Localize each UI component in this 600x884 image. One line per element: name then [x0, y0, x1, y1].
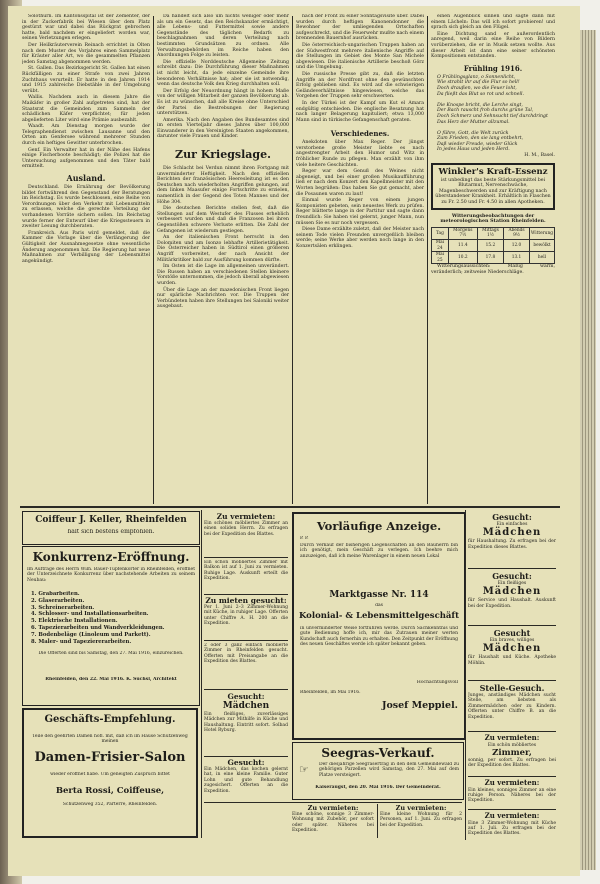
article-paragraph: Amerika. Nach den Angaben des Bundesamtes sind im ersten Vierteljahr dieses Jahres über 100,000 Einwanderer in den Vereinigten Staaten angekommen, darunter viele Frauen und Kinder.	[157, 117, 289, 140]
anzeige-business: Kolonial- & Lebensmittelgeschäft	[298, 611, 460, 621]
advert-title: Zu vermieten:	[307, 804, 359, 812]
article-paragraph: Anekdoten über Max Reger. Der jüngst verstorbene große Meister liebte es nach angestrengter Arbeit den Humor und Witz in fröhlicher Runde zu pflegen. Man erzählt von ihm viele heitere Geschichten.	[296, 140, 424, 168]
keller-title: Coiffeur J. Keller, Rheinfelden	[35, 515, 187, 525]
anzeige-hochachtung: Hochachtungsvoll	[416, 680, 458, 685]
advert-title: Zu vermieten:	[216, 512, 276, 521]
list-item: 2. Glaserarbeiten.	[31, 597, 85, 604]
column-4	[431, 14, 555, 504]
vermieten-advert-r7	[468, 812, 556, 842]
advert-title: Gesucht:	[227, 758, 265, 767]
weather-cell: 11.4	[448, 240, 477, 252]
konkurrenz-signature: Rheinfelden, den 22. Mai 1916. K. Suchsl, Architekt	[45, 677, 177, 682]
vermieten-bottom-left	[292, 804, 374, 840]
column-rule	[427, 16, 428, 504]
advert-text: Ein schön möbliertes	[487, 742, 537, 748]
vorlaeufige-anzeige-advert	[292, 512, 466, 740]
article-paragraph: nach der Front zu einer Sonntagsvisite über. Dabei wurden durch heftigen Kanonendonner die Bewohner der umliegenden Ortschaften aufgeschreckt, und die Feuerwehr mußte nach einem brennenden Bauernhof ausrücken.	[296, 14, 424, 42]
anzeige-description: in unverminderter Weise fortführen werde. Durch Sachkenntnis und gute Bedienung hoffe ich, mir das Zutrauen meiner werten Kundschaft auch fernerhin zu erhalten. Den Zeitpunkt der Eröffnung des neuen Geschäftes werde ich später bekannt geben.	[300, 626, 458, 648]
advert-text: Ein kleines, sonniges Zimmer an eine ruhige Person. Näheres bei der Expedition.	[468, 787, 556, 804]
weather-row	[432, 252, 555, 264]
konkurrenz-advert	[22, 546, 200, 706]
geschaeft-intro: Teile den geehrten Damen höfl. mit, daß ich im Hause Schützenweg meinen	[32, 734, 188, 745]
advert-rule	[204, 756, 288, 757]
seegras-text: Der diesjährige Seegrasertrag in den dem Gemeindewald zu gehörigen Parzellen wird Samstag, den 27. Mai auf dem Platze versteigert.	[319, 762, 459, 778]
article-paragraph: Eine Dichtung sand er außerordentlich anregend, weil darin eine Reihe von Bildern vorüberziehen, die er in Musik setzen wollte. Aus dieser Arbeit ist dann eine seiner schönsten Kompositionen entstanden.	[431, 31, 555, 60]
article-paragraph: Einmal wurde Reger von einem jungen Komponisten gebeten, sein neuestes Werk zu prüfen. Reger blätterte lange in der Partitur und sagte dann freundlich: Sie haben viel gelernt, junger Mann, nun müssen Sie es nur noch vergessen.	[296, 198, 424, 226]
geschaeft-text: wieder eröffnet habe. Um geneigten Zuspruch bittet	[50, 772, 170, 777]
weather-cell: 17.8	[477, 252, 503, 264]
weather-cell: 10.2	[448, 252, 477, 264]
advert-text: Eine schöne, sonnige 3 Zimmer-Wohnung mit Zubehör, per sofort oder später. Näheres bei Expedition.	[292, 812, 374, 834]
advert-rule	[468, 680, 556, 681]
section-heading-verschiedenes: Verschiedenes.	[330, 129, 390, 139]
gesucht-wohnung-advert	[204, 596, 288, 638]
list-item: 5. Elektrische Installationen.	[31, 618, 118, 625]
advert-rule	[204, 594, 288, 595]
advert-highlight: Mädchen	[482, 643, 542, 655]
konkurrenz-text: Im Auftrage des Herrn Wilh. Bauer-Tüpfenkorter in Rheinfelden, eröffnet der Unterzeichnete Konkurrenz über nachstehende Arbeiten zu seinem Neubau:	[27, 567, 195, 583]
article-paragraph: Der Erfolg der Neuordnung hängt in hohem Maße von der willigen Mitarbeit der ganzen Bevölkerung ab. Es ist zu wünschen, daß alle Kreise ohne Unterschied der Partei die Bestrebungen der Regierung unterstützen.	[157, 88, 289, 117]
anzeige-kolonial-prefix: das	[375, 603, 383, 608]
article-paragraph: An der italienischen Front herrscht in den Dolomiten und am Isonzo lebhafte Artillerietätigkeit. Die Österreicher haben in Südtirol einen größeren Angriff vorbereitet, der nach Ansicht der Militärkritiker bald zur Ausführung kommen dürfte.	[157, 235, 289, 263]
weather-title: Witterungsbeobachtungen der meteorologischen Station Rheinfelden.	[440, 212, 546, 225]
vermieten-advert-r6	[468, 779, 556, 807]
weather-cell: 15.2	[477, 240, 503, 252]
article-paragraph: Über die Lage an der mazedonischen Front liegen nur spärliche Nachrichten vor. Die Truppen der Verbündeten haben ihre Stellungen bei Saloniki weiter ausgebaut.	[157, 287, 289, 310]
winkler-advert	[431, 163, 555, 210]
advert-text: Ein schön möbliertes Zimmer mit Balkon ist auf 1. Juni zu vermieten. Ruhige Lage. Auskunft erteilt die Expedition.	[204, 560, 288, 582]
list-item: 1. Grabarbeiten.	[31, 591, 80, 597]
article-paragraph: Im Osten ist die Lage im allgemeinen unverändert. Die Russen haben an verschiedenen Stellen kleinere Vorstöße unternommen, die jedoch überall abgewiesen wurden.	[157, 264, 289, 286]
article-paragraph: Waadt. Am Dienstag morgen wurde der Telegraphendienst zwischen Lausanne und den Orten am Genfersee während mehrerer Stunden durch ein heftiges Gewitter unterbrochen.	[22, 124, 150, 147]
advert-title: Zu vermieten:	[484, 734, 540, 742]
weather-table	[431, 227, 555, 265]
advert-highlight: Mädchen	[222, 701, 270, 711]
weather-header: Mittags 1½	[477, 227, 503, 239]
konkurrenz-list	[31, 591, 195, 645]
advert-text: Ein schönes möbliertes Zimmer an einen soliden Herrn. Zu erfragen bei der Expedition des Blattes.	[204, 521, 288, 537]
article-paragraph: Deutschland. Die Ernährung der Bevölkerung bildet fortwährend den Gegenstand der Beratungen im Reichstag. Es wurde beschlossen, eine Reihe von Verordnungen über den Verkehr mit Lebensmitteln zu erlassen, welche die gerechte Verteilung der vorhandenen Vorräte sichern sollen. Im Reichstag wurde ferner der Entwurf über die Kriegssteuern in zweiter Lesung durchberaten.	[22, 185, 150, 230]
article-paragraph: Die österreichisch-ungarischen Truppen haben an der Südwestfront mehrere italienische Angriffe auf die Stellungen im Gebiet des Monte San Michele abgewiesen. Die italienische Artillerie beschoß Görz und die Umgebung.	[296, 42, 424, 71]
section-heading-ausland: Ausland.	[66, 173, 106, 184]
weather-note: Witterungsaussichten: Mäßig warm, veränderlich; zeitweise Niederschläge.	[431, 264, 555, 275]
list-item: 4. Schlosser- und Installationsarbeiten.	[31, 611, 149, 618]
konkurrenz-footer: Die Offerten sind bis Samstag, den 27. Mai 1916, einzureichen.	[38, 651, 184, 656]
advert-text: Ein Mädchen, das kochen gelernt hat, in eine kleine Familie. Guter Lohn und gute Behandlung zugesichert. Offerten an die Expedition.	[204, 767, 288, 794]
list-item: 8. Maler- und Tapeziererarbeiten.	[31, 638, 132, 645]
seegras-title: Seegras-Verkauf.	[321, 746, 435, 760]
poem-title: Frühling 1916.	[463, 63, 523, 73]
column-rule	[377, 804, 378, 838]
weather-cell: Mai 25	[432, 252, 449, 264]
weather-cell: bewölkt	[529, 240, 554, 252]
weather-cell: 13.1	[504, 252, 530, 264]
advert-subtitle: Ein einfaches	[496, 522, 528, 527]
article-paragraph: Der Heilkräuterverein Reinach errichtet in Olten nach dem Muster des Vorjahres einen Sammelplatz für Kräuter aller Art, wo die gesammelten Pflanzen jeden Samstag abgenommen werden.	[22, 42, 150, 65]
weather-header: Abends 9½	[504, 227, 530, 239]
advert-rule	[468, 809, 556, 810]
weather-cell: hell	[529, 252, 554, 264]
advert-title: Gesucht:	[227, 692, 265, 701]
advert-rule	[204, 640, 288, 641]
article-paragraph: Diese Dame erzählte zuletzt, daß der Meister nach seinem Tode vielen Freunden unvergeßlich bleiben werde; seine Werke aber werden noch lange in den Konzertsälen erklingen.	[296, 227, 424, 249]
column-rule	[292, 16, 293, 504]
geschaeft-address: Schützenweg 352, Parterre, Rheinfelden.	[62, 802, 158, 807]
article-paragraph: Die offizielle Norddeutsche Allgemeine Zeitung schreibt dazu: Die Durchführung dieser Maßnahmen ist nicht leicht, da jede einzelne Gemeinde ihre besonderen Verhältnisse hat; aber sie ist notwendig, wenn das deutsche Volk den Krieg durchhalten soll.	[157, 59, 289, 88]
advert-highlight: Zimmer,	[492, 747, 532, 758]
advert-subtitle: Ein braves, williges	[489, 638, 535, 643]
seegras-advert	[292, 742, 464, 800]
advert-text: Eine 3 Zimmer-Wohnung mit Küche auf 1. Juli. Zu erfragen bei der Expedition des Blattes.	[468, 820, 556, 837]
keller-advert	[22, 511, 200, 545]
vermieten-bottom-right	[380, 804, 462, 840]
newspaper-page	[8, 6, 580, 876]
advert-text: für Haushalt und Küche. Apotheke Möhlin.	[468, 655, 556, 666]
advert-text: Ein fleißiges, zuverlässiges Mädchen zur Mithilfe in Küche und Haushaltung. Eintritt sofort. Solbad Hotel Ryburg.	[204, 712, 288, 734]
weather-header: Morgens 7½	[448, 227, 477, 239]
column-3	[296, 14, 424, 504]
advert-text: für Service und Haushalt. Auskunft bei der Expedition.	[468, 598, 556, 609]
anzeige-place-date: Rheinfelden, im Mai 1916.	[300, 690, 361, 695]
ads-separator	[20, 506, 560, 508]
advert-text: für Haushaltung. Zu erfragen bei der Expedition dieses Blattes.	[468, 539, 556, 550]
geschaeft-advert	[22, 708, 198, 838]
advert-text: 2 oder 3 ganz einfach möblierte Zimmer in Rheinfelden gesucht. Offerten mit Preisangabe an die Expedition des Blattes.	[204, 643, 288, 665]
list-item: 3. Schreinerarbeiten.	[31, 604, 95, 611]
anzeige-pp: P. P.	[300, 536, 309, 541]
advert-title: Zu mieten gesucht:	[205, 596, 287, 605]
anzeige-text: Durch Verkauf der bisherigen Liegenschaften an den Bauherrn bin ich genötigt, mein Geschäft zu verlegen. Ich beehre mich anzuzeigen, daß ich meine Warenlager in einem neuen Lokal	[300, 543, 458, 559]
poem-author: H. M., Basel.	[524, 153, 555, 159]
article-paragraph: Die russische Presse gibt zu, daß die letzten Angriffe an der Nordfront ohne den gewünschten Erfolg geblieben sind. Es wird auf die schwierigen Geländeverhältnisse hingewiesen, welche das Vorgehen der Truppen sehr erschwerten.	[296, 71, 424, 100]
advert-text: sonnig, per sofort. Zu erfragen bei der Expedition des Blattes.	[468, 757, 556, 769]
weather-row	[432, 240, 555, 252]
advert-title: Gesucht:	[492, 571, 532, 581]
article-paragraph: St. Gallen. Das Bezirksgericht St. Gallen hat einen Rückfälligen zu einer Strafe von zwei Jahren Zuchthaus verurteilt. Er hatte in den Jahren 1914 und 1915 zahlreiche Diebstähle in der Umgebung verübt.	[22, 66, 150, 94]
advert-title: Stelle-Gesuch.	[479, 683, 545, 693]
winkler-text: ist unbedingt das beste Stärkungsmittel bei Blutarmut, Nervenschwäche, Magenbeschwerden und zur Kräftigung nach überstandener Krankheit. Erhältlich in Flaschen zu Fr. 2.50 und Fr. 4.50 in allen Apotheken.	[435, 177, 551, 206]
advert-title: Zu vermieten:	[484, 779, 540, 787]
advert-rule	[468, 625, 556, 626]
weather-cell: 12.0	[504, 240, 530, 252]
geschaeft-title: Geschäfts-Empfehlung.	[44, 714, 176, 725]
advert-rule	[468, 776, 556, 777]
advert-rule	[468, 568, 556, 569]
column-rule	[465, 510, 466, 840]
article-paragraph: Wallis. Nachdem auch in diesem Jahre die Maikäfer in großer Zahl aufgetreten sind, hat der Staatsrat die Gemeinden zum Sammeln der schädlichen Käfer verpflichtet; für jeden abgelieferten Liter wird eine Prämie ausbezahlt.	[22, 95, 150, 123]
advert-rule	[204, 557, 288, 558]
article-paragraph: Solothurn. Im Kantonsspital ist der Zementer, der in der Zuckerfabrik bei Wiesen über dem Platz gestürzt war und dabei das Rückgrat gebrochen hatte, bald nachdem er eingeliefert worden war, seinen Verletzungen erlegen.	[22, 14, 150, 42]
column-2	[157, 14, 289, 504]
pointing-hand-icon: ☞	[299, 763, 309, 776]
geschaeft-signature: Berta Rossi, Coiffeuse,	[55, 786, 165, 796]
poem-text: O Frühlingsglanz, o Sonnenlicht, Wie strahlt ihr auf die Flur so hell! Doch draußen, wo die Feuer loht, Da fließt das Blut so rot und schnell. Die Knospe bricht, die Lerche singt, Der Bach rauscht froh durchs grüne Tal, Doch Schmerz und Sehnsucht tief durchdringt Das Herz der Mutter allzumal. O führe, Gott, die Welt zurück Zum Frieden, den sie lang entbehrt, Daß wieder Freude, wieder Glück In jedes Haus und jeden Herd.	[437, 74, 548, 153]
advert-rule	[204, 689, 288, 690]
weather-header: Tag	[432, 227, 449, 239]
gesucht-maedchen-advert	[204, 692, 288, 754]
article-paragraph: Reger war dem Genuß des Weines nicht abgeneigt, und bei einer großen Musikaufführung ließ er nach dem Konzert den Kapellmeister mit den Worten begrüßen: Das haben Sie gut gemacht, aber die Posaunen waren zu laut!	[296, 169, 424, 197]
anzeige-address: Marktgasse Nr. 114	[329, 590, 429, 600]
list-item: 7. Bodenbeläge (Linoleum und Parkett).	[31, 631, 151, 638]
list-item: 6. Tapezierarbeiten und Wandverkleidungen.	[31, 624, 165, 631]
advert-text: Junges, anständiges Mädchen sucht Stelle, am liebsten als Zimmermädchen oder zu Kindern. Offerten unter Chiffre B. an die Expedition.	[468, 693, 556, 720]
article-paragraph: In der Türkei ist der Kampf um Kut el Amara endgültig entschieden. Die englische Besatzung hat nach langer Belagerung kapituliert; etwa 13,000 Mann sind in türkische Gefangenschaft geraten.	[296, 100, 424, 123]
gesucht-maedchen-advert-2	[204, 758, 288, 808]
article-paragraph: einen Augenblick sinnen und sagte dann mit einem Lächeln: Das will ich sofort probieren! und sprach sich gleich an den Flügel.	[431, 14, 555, 31]
advert-title: Zu vermieten:	[395, 804, 447, 812]
gesucht-advert-r1	[468, 512, 556, 566]
vermieten-advert-1	[204, 512, 288, 556]
weather-header: Witterung	[529, 227, 554, 239]
article-paragraph: Da handelt sich also um nichts weniger oder mehr als um ein Gesetz, das den Reichskanzler ermächtigt, alle Lebens- und Futtermittel sowie andere Gegenstände des täglichen Bedarfs zu beschlagnahmen und deren Verteilung nach bestimmten Grundsätzen zu ordnen. Alle Verwaltungsbehörden im Reiche haben den Anordnungen Folge zu leisten.	[157, 14, 289, 59]
column-rule	[153, 16, 154, 504]
advert-rule	[468, 731, 556, 732]
anzeige-signature: Josef Meppiel.	[381, 700, 458, 711]
article-paragraph: Frankreich. Aus Paris wird gemeldet, daß die Kammer die Vorlage über die Verlängerung der Gültigkeit der Ausnahmegesetze ohne wesentliche Änderung angenommen hat. Die Regierung hat neue Maßnahmen zur Verbilligung der Lebensmittel angekündigt.	[22, 230, 150, 264]
weather-header-row	[432, 227, 555, 239]
konkurrenz-title: Konkurrenz-Eröffnung.	[32, 550, 190, 564]
advert-title: Gesucht	[493, 628, 531, 638]
article-paragraph: Die deutschen Berichte stellen fest, daß die Stellungen auf dem Westufer des Flusses erheblich verbessert wurden und daß die Franzosen bei ihren Gegenstößen schwere Verluste erlitten. Die Zahl der Gefangenen ist wiederum gestiegen.	[157, 206, 289, 234]
vermieten-advert-2	[204, 560, 288, 592]
keller-subtitle: hält sich bestens empfohlen.	[67, 529, 155, 535]
advert-subtitle: Ein fleißiges	[497, 581, 527, 586]
advert-title: Gesucht:	[492, 512, 532, 522]
advert-text: Eine kleine Wohnung für 2 Personen, auf 1. Juni. Zu erfragen bei der Expedition.	[380, 812, 462, 828]
advert-title: Zu vermieten:	[484, 812, 540, 820]
weather-cell: Mai 24	[432, 240, 449, 252]
advert-highlight: Mädchen	[482, 586, 542, 598]
gesucht-advert-r3	[468, 628, 556, 678]
column-rule	[201, 510, 202, 838]
section-heading-kriegslage: Zur Kriegslage.	[175, 148, 271, 162]
column-1	[22, 14, 150, 504]
stelle-gesuch-advert	[468, 683, 556, 729]
geschaeft-salon: Damen-Frisier-Salon	[34, 750, 186, 765]
gesucht-advert-r2	[468, 571, 556, 623]
advert-text: Per 1. Juni 2–3 Zimmer-Wohnung mit Küche, in ruhiger Lage. Offerten unter Chiffre A. H. 200 an die Expedition.	[204, 605, 288, 627]
winkler-title: Winkler's Kraft-Essenz	[438, 166, 548, 177]
seegras-signature: Kaiseraugst, den 20. Mai 1916. Der Gemeinderat.	[315, 785, 441, 790]
advert-rule	[204, 802, 462, 803]
article-paragraph: Die Schlacht bei Verdun nimmt ihren Fortgang mit unverminderter Heftigkeit. Nach den offiziellen Berichten der französischen Heeresleitung ist es den Deutschen nach wiederholten Angriffen gelungen, auf dem linken Maasufer einige Fortschritte zu erzielen, namentlich in der Gegend des Toten Mannes und der Höhe 304.	[157, 166, 289, 205]
article-paragraph: Genf. Ein Verwalter hat in der Nähe des Hafens einige Fischerboote beschädigt; die Polizei hat die Untersuchung aufgenommen und den Täter bald ermittelt.	[22, 147, 150, 170]
anzeige-title: Vorläufige Anzeige.	[316, 519, 442, 533]
vermieten-advert-r5	[468, 734, 556, 774]
advert-highlight: Mädchen	[482, 527, 542, 539]
zimmer-gesucht-advert	[204, 643, 288, 687]
